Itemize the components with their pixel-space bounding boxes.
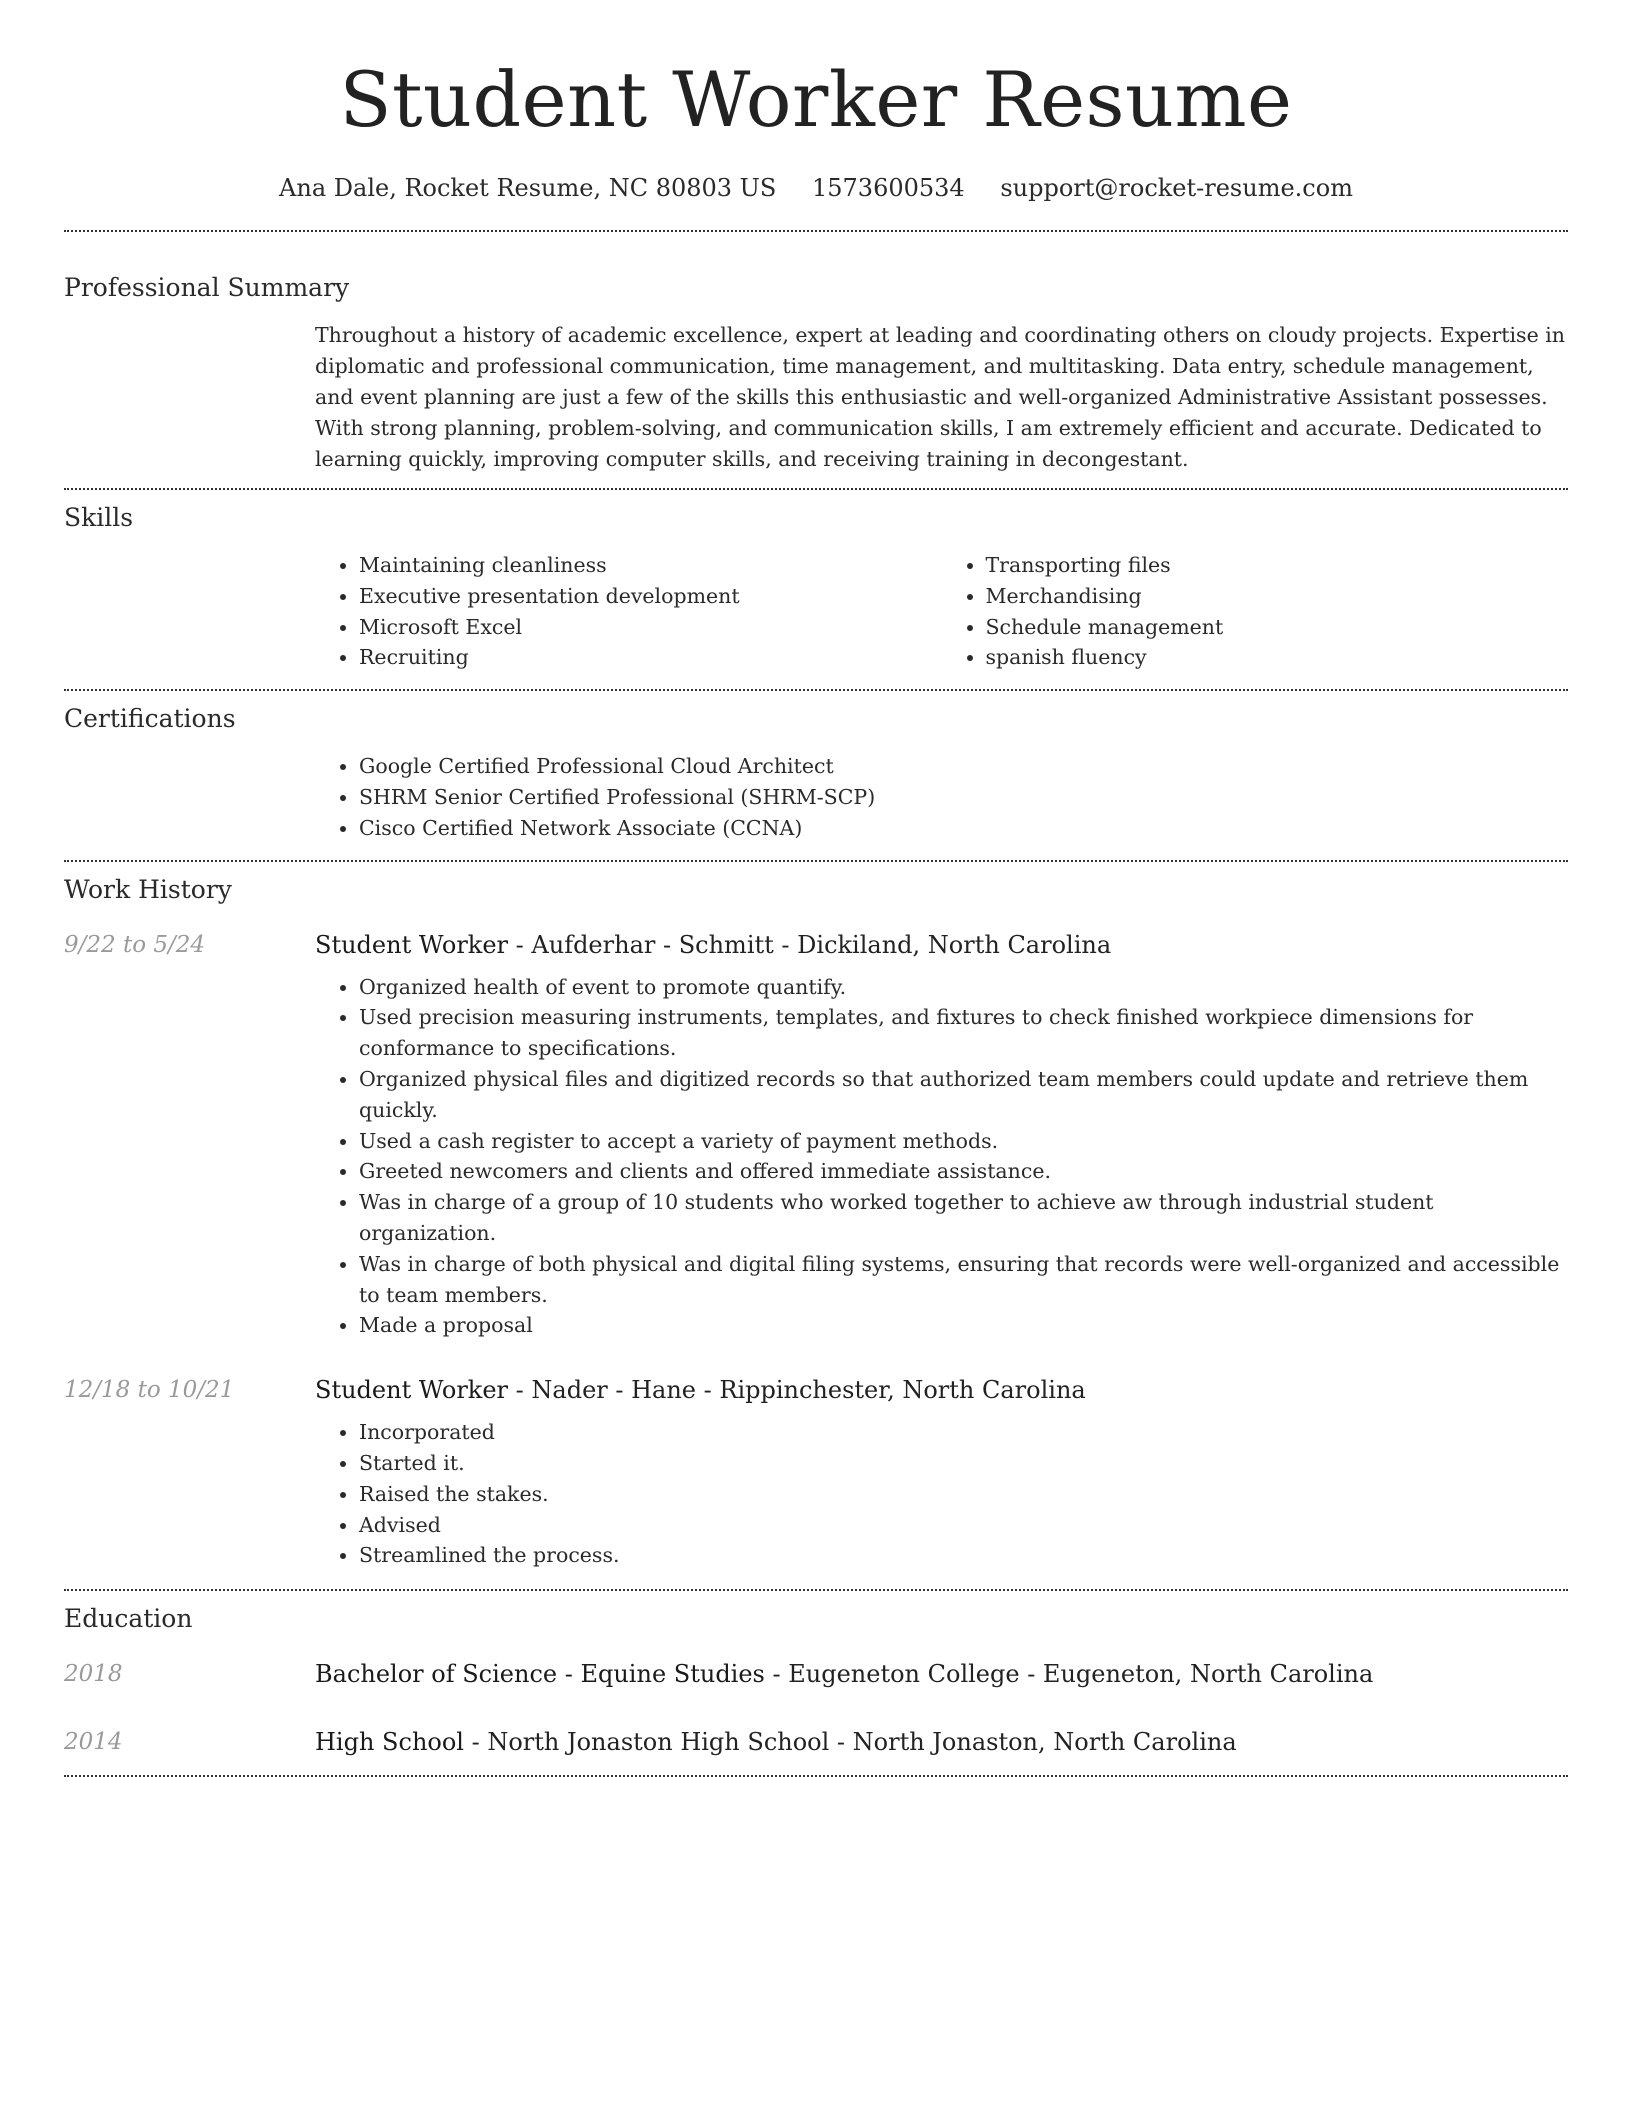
job-bullets (315, 972, 1568, 1342)
education-title (315, 1657, 1568, 1691)
job-dates: 12/18 to 10/21 (64, 1377, 235, 1404)
job-role: Student Worker (315, 930, 509, 959)
job-dates: 9/22 to 5/24 (64, 931, 206, 958)
list-item: • Made a proposal (359, 1310, 1568, 1341)
skills-section (64, 490, 1568, 673)
summary-section (64, 232, 1568, 475)
list-item: • Advised (359, 1510, 1568, 1541)
job-bullets (315, 1417, 1568, 1571)
education-degree: Bachelor of Science - Equine Studies (315, 1660, 765, 1689)
list-item: • Was in charge of both physical and digital filing systems, ensuring that records were well-organized and accessible to team members. (359, 1249, 1568, 1311)
job-title (315, 1373, 1568, 1407)
divider (64, 1775, 1568, 1777)
work-section (64, 862, 1568, 1572)
education-section (64, 1591, 1568, 1759)
list-item: • Maintaining cleanliness (359, 550, 942, 581)
skills-list-left (315, 550, 942, 673)
list-item: • Microsoft Excel (359, 612, 942, 643)
list-item: • Started it. (359, 1448, 1568, 1479)
education-year: 2014 (64, 1729, 123, 1756)
list-item: • Incorporated (359, 1417, 1568, 1448)
contact-email[interactable]: support@rocket-resume.com (1000, 174, 1353, 202)
skills-list-right (942, 550, 1569, 673)
job-title (315, 928, 1568, 962)
list-item: • Transporting files (986, 550, 1569, 581)
list-item: • Cisco Certified Network Associate (CCNA) (359, 813, 1568, 844)
resume-page (64, 0, 1568, 1777)
education-year: 2018 (64, 1661, 123, 1688)
job-role: Student Worker (315, 1376, 509, 1405)
list-item: • Schedule management (986, 612, 1569, 643)
list-item: • Streamlined the process. (359, 1540, 1568, 1571)
list-item: • Greeted newcomers and clients and offered immediate assistance. (359, 1156, 1568, 1187)
list-item: • Recruiting (359, 642, 942, 673)
job-entry (64, 1373, 1568, 1571)
education-degree: High School (315, 1728, 464, 1757)
list-item: • Was in charge of a group of 10 students who worked together to achieve aw through industrial student organization. (359, 1187, 1568, 1249)
education-details: - Eugeneton College - Eugeneton, North Carolina (764, 1660, 1374, 1689)
education-entry (64, 1657, 1568, 1691)
contact-address: Ana Dale, Rocket Resume, NC 80803 US (279, 174, 777, 202)
education-heading: Education (64, 1604, 193, 1634)
summary-heading: Professional Summary (64, 273, 350, 302)
list-item: • Executive presentation development (359, 581, 942, 612)
list-item: • Organized health of event to promote quantify. (359, 972, 1568, 1003)
skills-heading: Skills (64, 503, 134, 532)
job-details: - Aufderhar - Schmitt - Dickiland, North Carolina (508, 930, 1112, 959)
certifications-heading: Certifications (64, 704, 236, 734)
list-item: • SHRM Senior Certified Professional (SHRM-SCP) (359, 782, 1568, 813)
list-item: • Organized physical files and digitized records so that authorized team members could update and retrieve them quickly. (359, 1064, 1568, 1126)
education-title (315, 1725, 1568, 1759)
list-item: • spanish fluency (986, 642, 1569, 673)
list-item: • Used precision measuring instruments, templates, and fixtures to check finished workpiece dimensions for conformance to specifications. (359, 1002, 1568, 1064)
resume-title: Student Worker Resume (339, 55, 1293, 144)
summary-text: Throughout a history of academic excellence, expert at leading and coordinating others on cloudy projects. Expertise in diplomatic and professional communication, time management, and multitasking. Data entry, schedule management, and event planning are just a few of the skills this enthusiastic and well-organized Administrative Assistant possesses. With strong planning, problem-solving, and communication skills, I am extremely efficient and accurate. Dedicated to learning quickly, improving computer skills, and receiving training in decongestant. (315, 323, 1565, 471)
job-details: - Nader - Hane - Rippinchester, North Carolina (508, 1376, 1086, 1405)
list-item: • Google Certified Professional Cloud Architect (359, 751, 1568, 782)
contact-line (64, 170, 1568, 206)
contact-phone: 1573600534 (811, 174, 965, 202)
list-item: • Raised the stakes. (359, 1479, 1568, 1510)
certifications-section (64, 691, 1568, 843)
certifications-list (315, 751, 1568, 843)
job-entry (64, 928, 1568, 1342)
list-item: • Used a cash register to accept a variety of payment methods. (359, 1126, 1568, 1157)
education-entry (64, 1725, 1568, 1759)
list-item: • Merchandising (986, 581, 1569, 612)
work-heading: Work History (64, 874, 232, 904)
education-details: - North Jonaston High School - North Jonaston, North Carolina (463, 1728, 1237, 1757)
